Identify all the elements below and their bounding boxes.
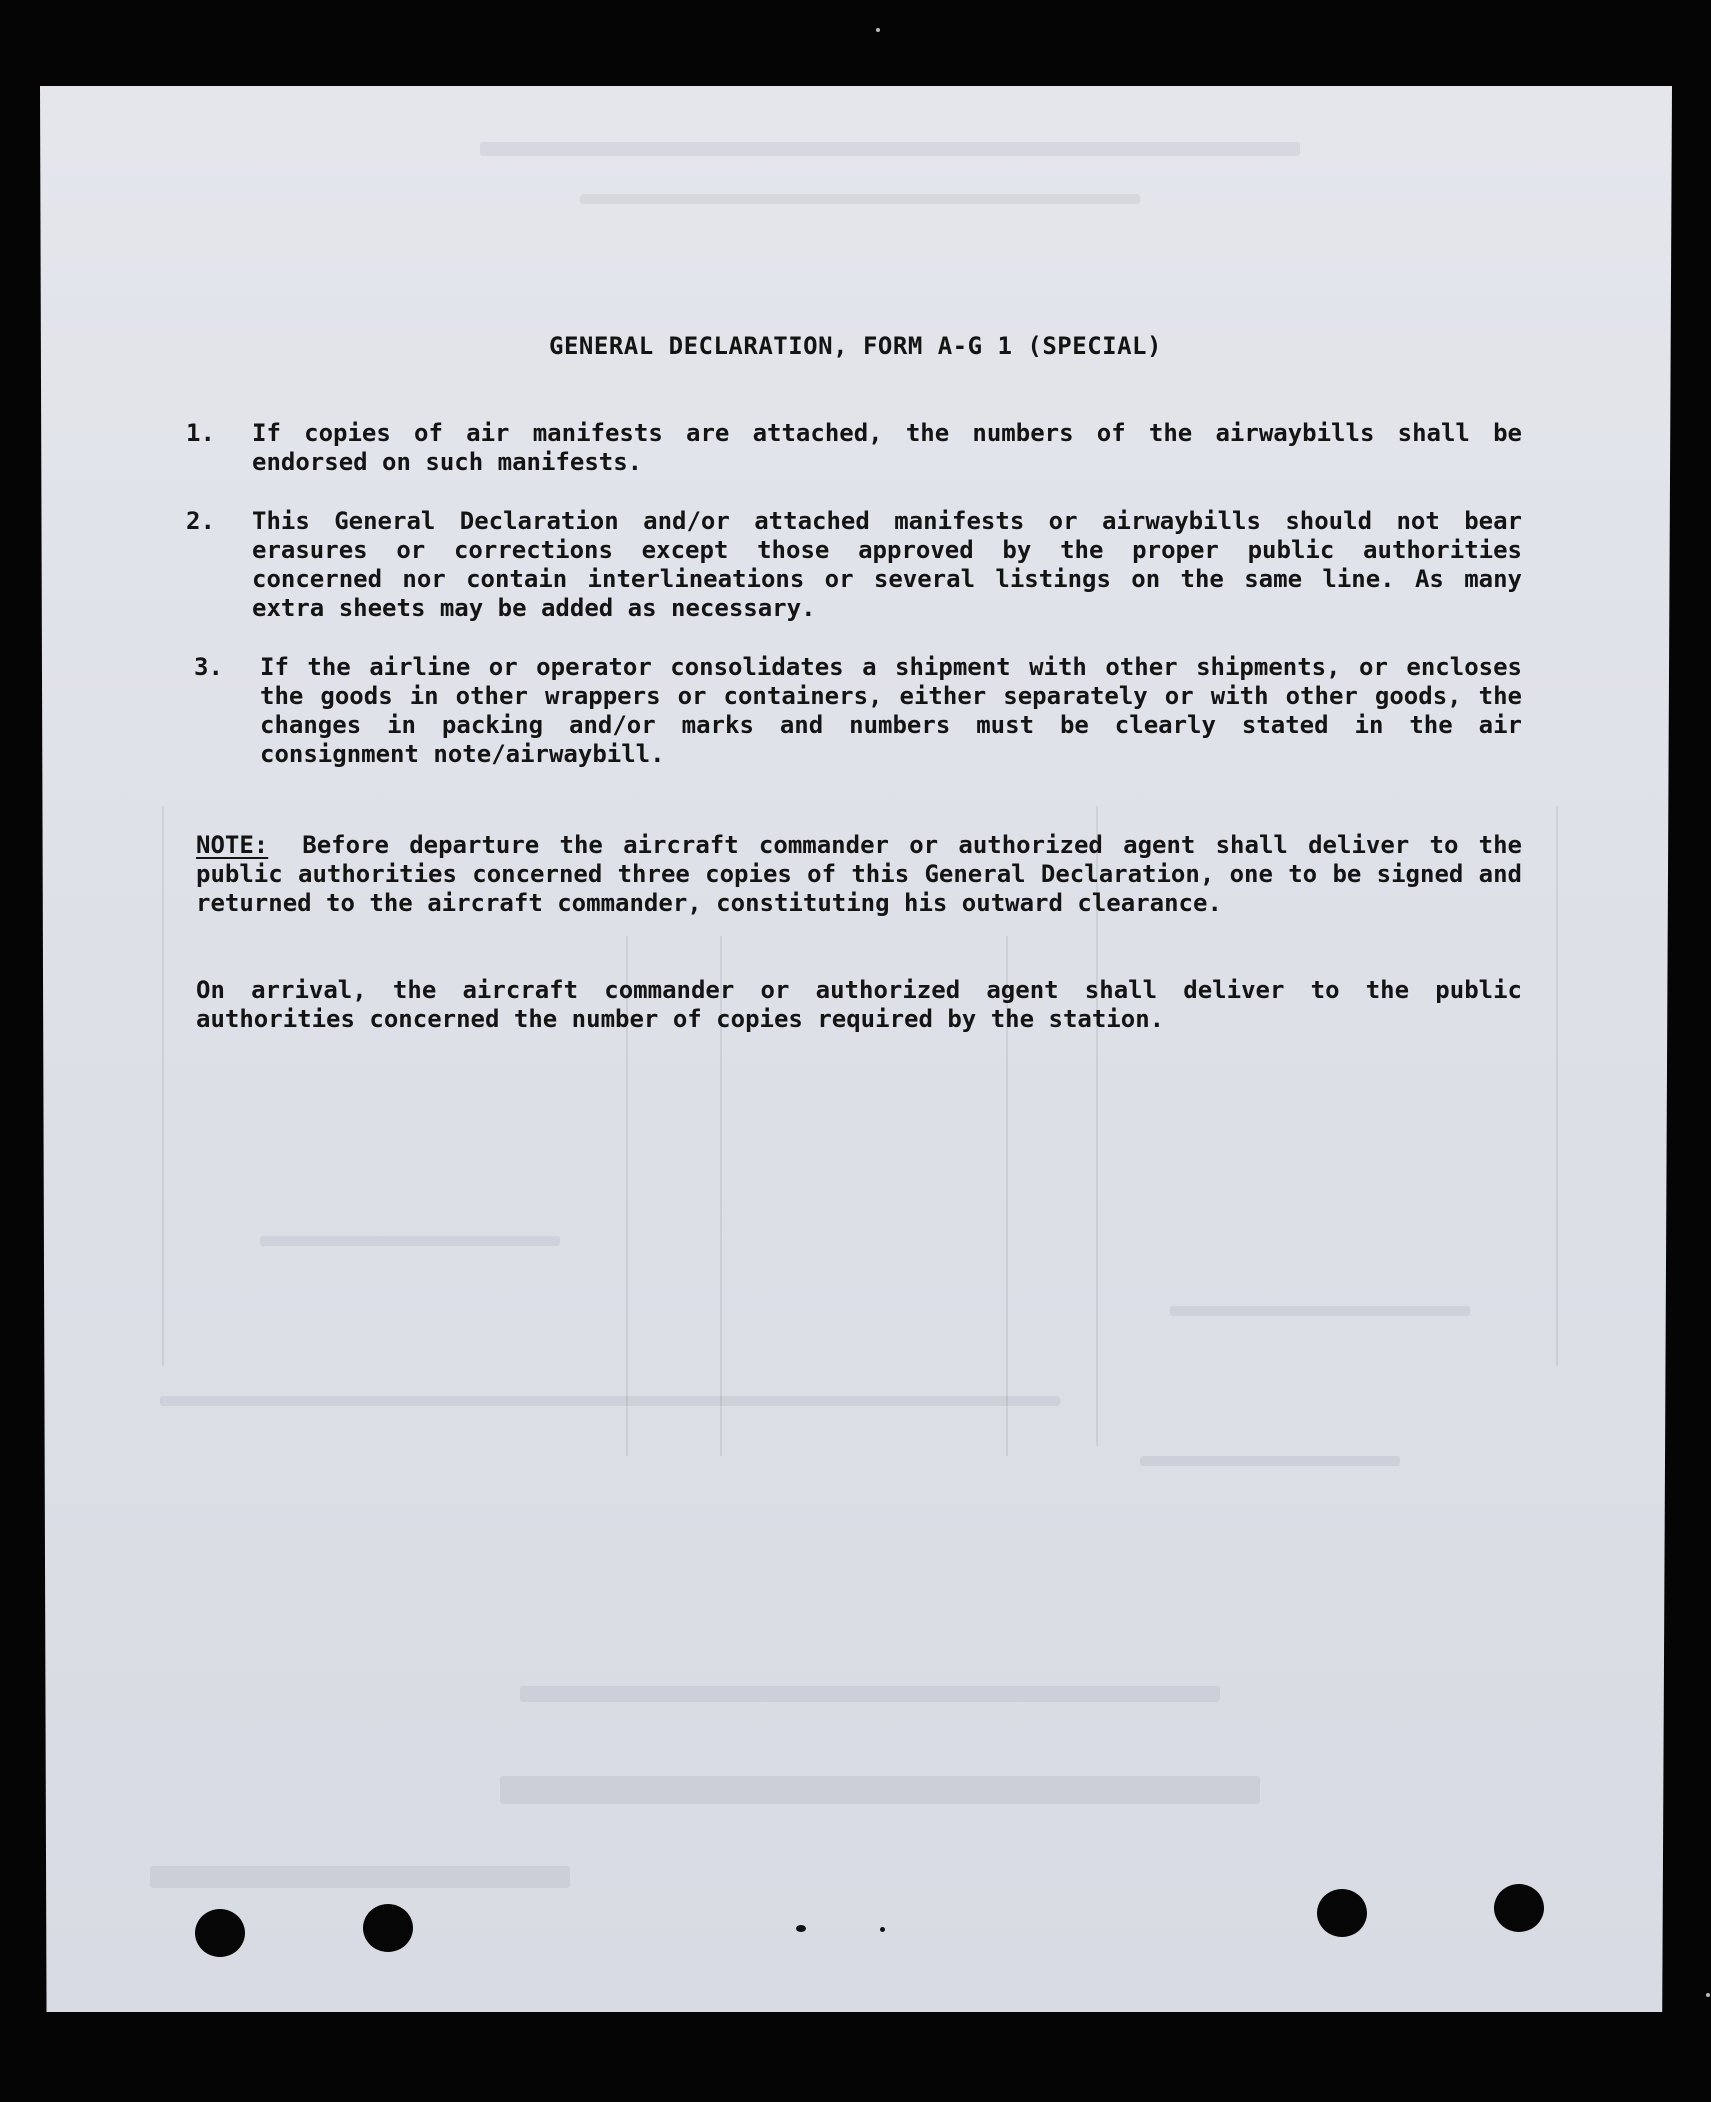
- arrival-paragraph: On arrival, the aircraft commander or authorized agent shall deliver to the public authorities concerned the number of copies required by the station.: [196, 976, 1522, 1033]
- punch-hole: [363, 1904, 413, 1952]
- dust-speck: [880, 1927, 885, 1932]
- list-item-2: [186, 507, 1522, 623]
- punch-hole: [1494, 1884, 1544, 1932]
- list-item-number: 3.: [194, 653, 223, 681]
- list-item-3: [194, 653, 1522, 769]
- list-item-1: [186, 419, 1522, 477]
- note-text: Before departure the aircraft commander or authorized agent shall deliver to the public authorities concerned three copies of this General Declaration, one to be signed and returned to the aircraft commander, constituting his outward clearance.: [196, 831, 1522, 917]
- dust-speck: [876, 28, 880, 32]
- list-item-text: If the airline or operator consolidates a shipment with other shipments, or encloses the goods in other wrappers or containers, either separately or with other goods, the changes in packing and/or marks and numbers must be clearly stated in the air consignment note/airwaybill.: [260, 653, 1522, 768]
- list-item-number: 1.: [186, 419, 215, 447]
- list-item-text: If copies of air manifests are attached, the numbers of the airwaybills shall be endorsed on such manifests.: [252, 419, 1522, 476]
- punch-hole: [195, 1909, 245, 1957]
- list-item-number: 2.: [186, 507, 215, 535]
- document-title: GENERAL DECLARATION, FORM A-G 1 (SPECIAL): [549, 332, 1162, 360]
- note-label: NOTE:: [196, 831, 269, 859]
- punch-hole: [1317, 1889, 1367, 1937]
- list-item-text: This General Declaration and/or attached manifests or airwaybills should not bear erasures or corrections except those approved by the proper public authorities concerned nor contain interlineations or several listings on the same line. As many extra sheets may be added as necessary.: [252, 507, 1522, 622]
- dust-speck: [796, 1925, 806, 1932]
- note-paragraph: [196, 831, 1522, 918]
- dust-speck: [1706, 1993, 1710, 1997]
